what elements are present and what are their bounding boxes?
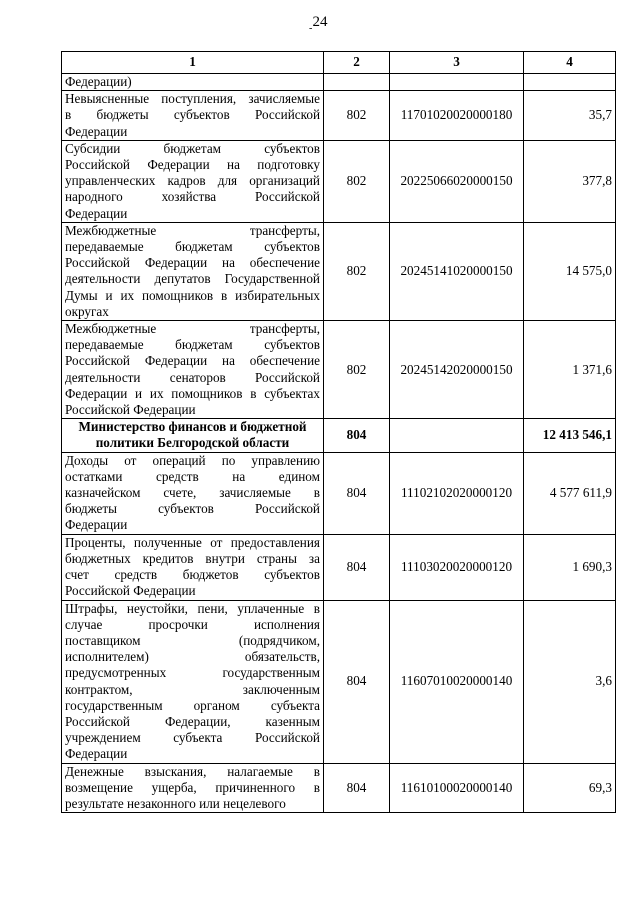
table-header-row xyxy=(62,52,616,74)
cell-name-line: Субсидии бюджетам субъектов xyxy=(65,140,320,156)
cell-name-line: бюджетных кредитов внутри страны за xyxy=(65,550,320,566)
cell-name-line: Российской Федерации на обеспечение xyxy=(65,255,320,271)
cell-name-line: народного хозяйства Российской xyxy=(65,189,320,205)
cell-name-line: Российской Федерации xyxy=(65,402,196,418)
cell-name-line: предусмотренных государственным xyxy=(65,665,320,681)
cell-name-line: Федерации и их помощников в субъектах xyxy=(65,385,320,401)
cell-income-code: 20245142020000150 xyxy=(390,321,524,419)
table-row xyxy=(62,534,616,600)
cell-name-line: Федерации xyxy=(65,517,128,533)
cell-income-code xyxy=(390,74,524,91)
cell-name xyxy=(62,763,324,813)
cell-income-code xyxy=(390,419,524,452)
cell-name-line: Доходы от операций по управлению xyxy=(65,452,320,468)
table-row xyxy=(62,222,616,320)
cell-admin-code: 802 xyxy=(324,222,390,320)
cell-name-line: исполнителем) обязательств, xyxy=(65,649,320,665)
cell-name-line: политики Белгородской области xyxy=(95,435,290,451)
cell-amount: 69,3 xyxy=(524,763,616,813)
table-row xyxy=(62,419,616,452)
cell-name-line: деятельности сенаторов Российской xyxy=(65,369,320,385)
cell-name-line: передаваемые бюджетам субъектов xyxy=(65,239,320,255)
cell-income-code: 11701020020000180 xyxy=(390,91,524,141)
page-number xyxy=(0,14,640,34)
cell-name-line: Министерство финансов и бюджетной xyxy=(78,419,307,435)
cell-name-line: Штрафы, неустойки, пени, уплаченные в xyxy=(65,600,320,616)
cell-income-code: 11103020020000120 xyxy=(390,534,524,600)
cell-name-line: Проценты, полученные от предоставления xyxy=(65,534,320,550)
table-row xyxy=(62,452,616,534)
cell-name xyxy=(62,91,324,141)
cell-amount: 377,8 xyxy=(524,140,616,222)
cell-admin-code: 802 xyxy=(324,140,390,222)
cell-admin-code: 802 xyxy=(324,321,390,419)
table-row xyxy=(62,600,616,763)
cell-name xyxy=(62,74,324,91)
cell-name-line: управленческих кадров для организаций xyxy=(65,173,320,189)
cell-name xyxy=(62,452,324,534)
column-header-1: 1 xyxy=(62,52,324,74)
cell-name-line: Думы и их помощников в избирательных xyxy=(65,287,320,303)
cell-name-line: контрактом, заключенным xyxy=(65,681,320,697)
cell-name-line: Российской Федерации xyxy=(65,583,196,599)
cell-name-line: Российской Федерации, казенным xyxy=(65,713,320,729)
cell-name-line: поставщиком (подрядчиком, xyxy=(65,632,320,648)
cell-name-line: возмещение ущерба, причиненного в xyxy=(65,779,320,795)
table-row xyxy=(62,140,616,222)
cell-amount: 4 577 611,9 xyxy=(524,452,616,534)
column-header-2: 2 xyxy=(324,52,390,74)
cell-income-code: 11102102020000120 xyxy=(390,452,524,534)
cell-amount: 1 690,3 xyxy=(524,534,616,600)
cell-name xyxy=(62,534,324,600)
cell-name-line: Невыясненные поступления, зачисляемые xyxy=(65,91,320,107)
table-row xyxy=(62,74,616,91)
cell-name-line: деятельности депутатов Государственной xyxy=(65,271,320,287)
cell-name-line: случае просрочки исполнения xyxy=(65,616,320,632)
budget-table xyxy=(61,51,616,813)
cell-name-line: Денежные взыскания, налагаемые в xyxy=(65,763,320,779)
cell-amount xyxy=(524,74,616,91)
cell-name-line: Федерации xyxy=(65,205,128,221)
cell-name-line: казначейском счете, зачисляемые в xyxy=(65,485,320,501)
cell-name-line: остатками средств на едином xyxy=(65,468,320,484)
cell-amount: 3,6 xyxy=(524,600,616,763)
cell-amount: 12 413 546,1 xyxy=(524,419,616,452)
cell-name-line: Российской Федерации на обеспечение xyxy=(65,353,320,369)
page-number-text: 24 xyxy=(312,14,328,30)
cell-admin-code: 804 xyxy=(324,452,390,534)
cell-name-line: передаваемые бюджетам субъектов xyxy=(65,337,320,353)
cell-amount: 1 371,6 xyxy=(524,321,616,419)
cell-amount: 35,7 xyxy=(524,91,616,141)
page-mark: - xyxy=(309,23,313,34)
cell-name-line: бюджеты субъектов Российской xyxy=(65,501,320,517)
table-row xyxy=(62,763,616,813)
cell-income-code: 11607010020000140 xyxy=(390,600,524,763)
cell-name-line: округах xyxy=(65,303,109,319)
cell-income-code: 20225066020000150 xyxy=(390,140,524,222)
cell-name-line: Федерации xyxy=(65,746,128,762)
cell-name-line: результате незаконного или нецелевого xyxy=(65,795,286,811)
cell-admin-code xyxy=(324,74,390,91)
cell-admin-code: 804 xyxy=(324,763,390,813)
cell-name xyxy=(62,140,324,222)
cell-name xyxy=(62,419,324,452)
cell-admin-code: 804 xyxy=(324,419,390,452)
cell-name-line: Федерации) xyxy=(65,74,132,89)
column-header-3: 3 xyxy=(390,52,524,74)
cell-name-line: счет средств бюджетов субъектов xyxy=(65,567,320,583)
cell-income-code: 11610100020000140 xyxy=(390,763,524,813)
cell-amount: 14 575,0 xyxy=(524,222,616,320)
cell-name-line: государственным органом субъекта xyxy=(65,697,320,713)
table-row xyxy=(62,321,616,419)
cell-admin-code: 804 xyxy=(324,600,390,763)
cell-name-line: учреждением субъекта Российской xyxy=(65,730,320,746)
cell-admin-code: 804 xyxy=(324,534,390,600)
cell-name-line: Федерации xyxy=(65,123,128,139)
cell-name-line: Российской Федерации на подготовку xyxy=(65,157,320,173)
cell-name-line: Межбюджетные трансферты, xyxy=(65,222,320,238)
cell-name-line: в бюджеты субъектов Российской xyxy=(65,107,320,123)
column-header-4: 4 xyxy=(524,52,616,74)
cell-admin-code: 802 xyxy=(324,91,390,141)
cell-name xyxy=(62,321,324,419)
cell-income-code: 20245141020000150 xyxy=(390,222,524,320)
cell-name-line: Межбюджетные трансферты, xyxy=(65,321,320,337)
cell-name xyxy=(62,600,324,763)
cell-name xyxy=(62,222,324,320)
table-row xyxy=(62,91,616,141)
